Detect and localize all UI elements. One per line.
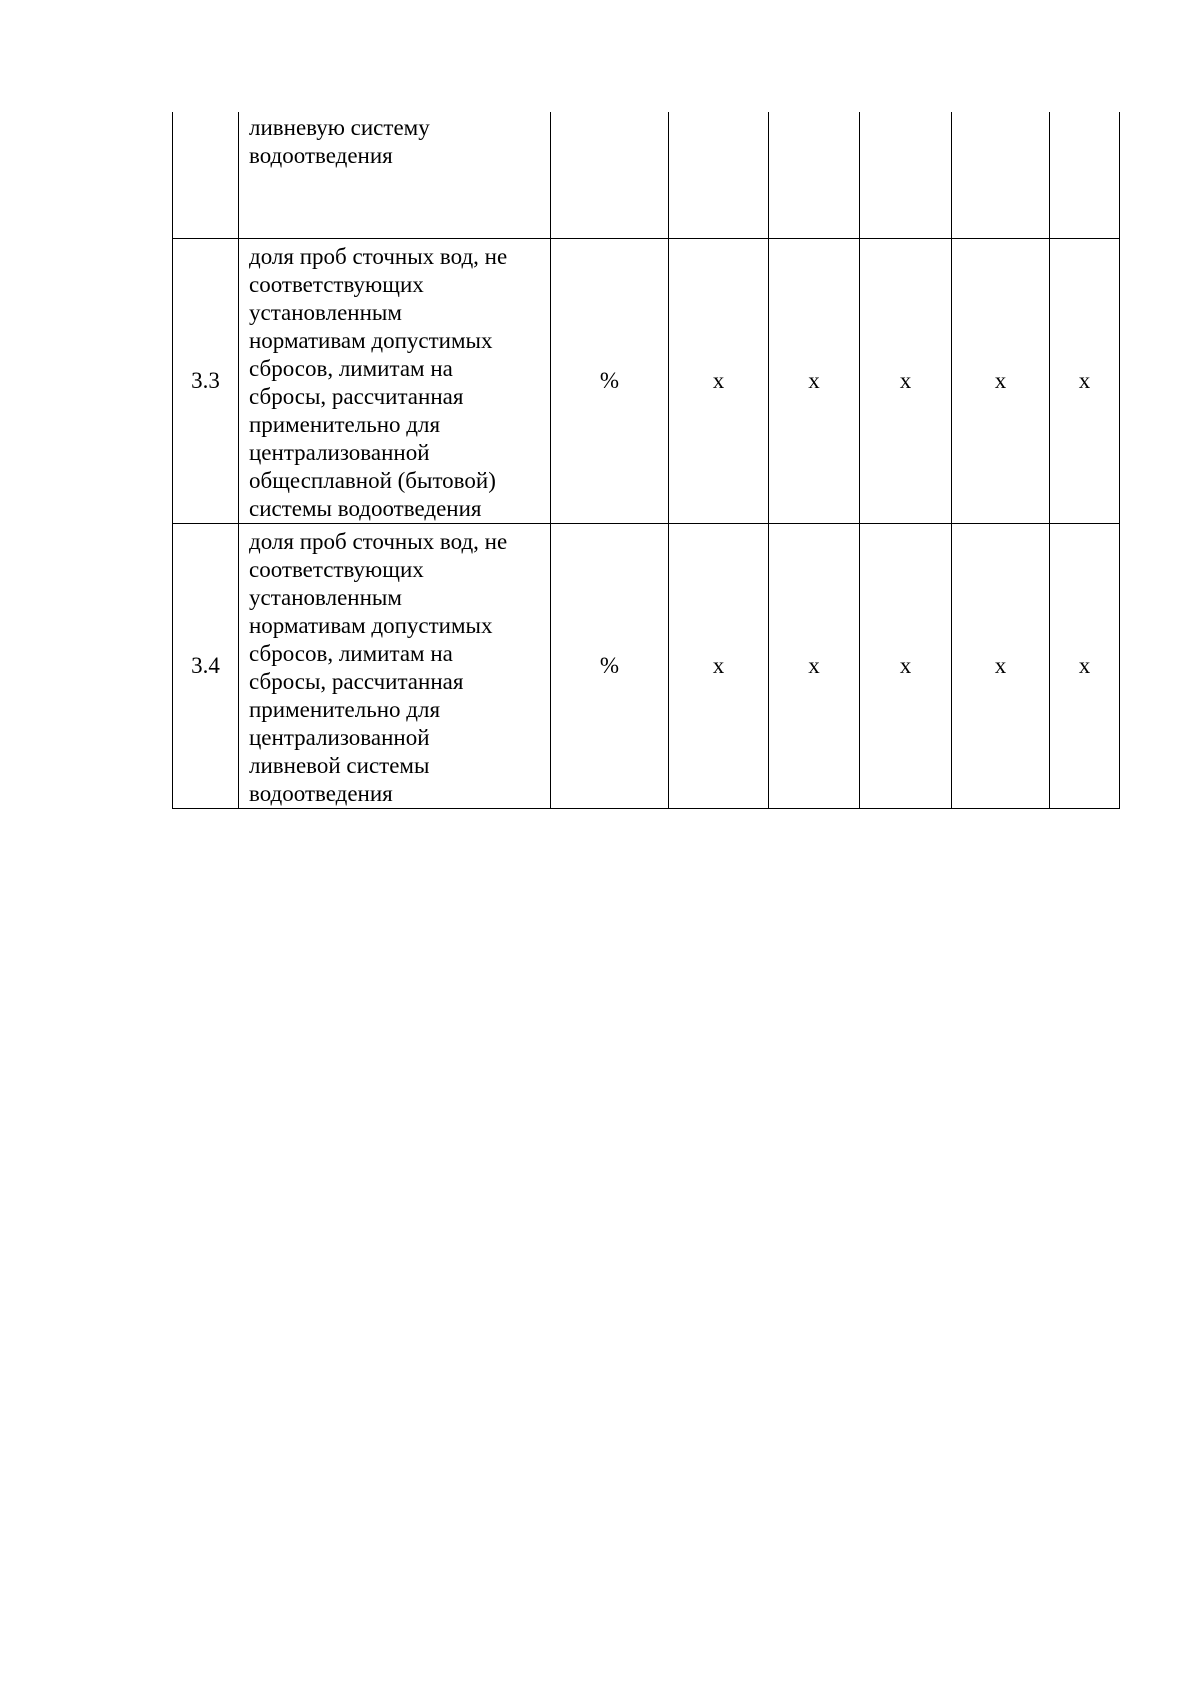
unit-cell <box>551 112 669 238</box>
unit-cell: % <box>551 523 669 808</box>
indicator-name-line: сбросов, лимитам на <box>249 355 453 381</box>
value-cell <box>669 112 769 238</box>
indicator-name-line: централизованной <box>249 439 430 465</box>
indicator-name-line: системы водоотведения <box>249 495 482 521</box>
indicator-name-cell <box>239 523 551 808</box>
indicator-name-line: ливневую систему <box>249 115 430 140</box>
indicator-name-cell <box>239 112 551 238</box>
value-cell: х <box>952 523 1050 808</box>
table-row <box>173 523 1120 808</box>
indicator-name-line: сбросы, рассчитанная <box>249 383 464 409</box>
indicator-name-line: установленным <box>249 299 402 325</box>
unit-cell: % <box>551 238 669 523</box>
indicator-name-line: сбросы, рассчитанная <box>249 668 464 694</box>
value-cell <box>860 112 952 238</box>
indicator-name-line: применительно для <box>249 696 441 722</box>
value-cell: х <box>860 238 952 523</box>
indicator-name-line: общесплавной (бытовой) <box>249 467 496 493</box>
indicator-name-line: ливневой системы <box>249 752 430 778</box>
value-cell: х <box>860 523 952 808</box>
value-cell <box>1050 112 1120 238</box>
table-row <box>173 112 1120 238</box>
indicator-name-line: соответствующих <box>249 271 424 297</box>
indicators-table <box>172 112 1120 809</box>
indicator-name-line: водоотведения <box>249 780 393 806</box>
indicator-name-line: установленным <box>249 584 402 610</box>
indicator-name-line: доля проб сточных вод, не <box>249 528 508 554</box>
value-cell: х <box>769 238 860 523</box>
value-cell: х <box>1050 523 1120 808</box>
value-cell: х <box>952 238 1050 523</box>
row-number-cell: 3.3 <box>173 238 239 523</box>
indicator-name-line: соответствующих <box>249 556 424 582</box>
value-cell <box>952 112 1050 238</box>
row-number-cell: 3.4 <box>173 523 239 808</box>
indicator-name-line: сбросов, лимитам на <box>249 640 453 666</box>
value-cell <box>769 112 860 238</box>
table-row <box>173 238 1120 523</box>
indicator-name-cell <box>239 238 551 523</box>
indicator-name-line: доля проб сточных вод, не <box>249 243 508 269</box>
value-cell: х <box>669 523 769 808</box>
indicator-name-line: водоотведения <box>249 143 393 168</box>
indicator-name-line: централизованной <box>249 724 430 750</box>
indicator-name-line: нормативам допустимых <box>249 612 493 638</box>
indicator-name-line: нормативам допустимых <box>249 327 493 353</box>
value-cell: х <box>669 238 769 523</box>
row-number-cell <box>173 112 239 238</box>
indicator-name-line: применительно для <box>249 411 441 437</box>
value-cell: х <box>1050 238 1120 523</box>
value-cell: х <box>769 523 860 808</box>
